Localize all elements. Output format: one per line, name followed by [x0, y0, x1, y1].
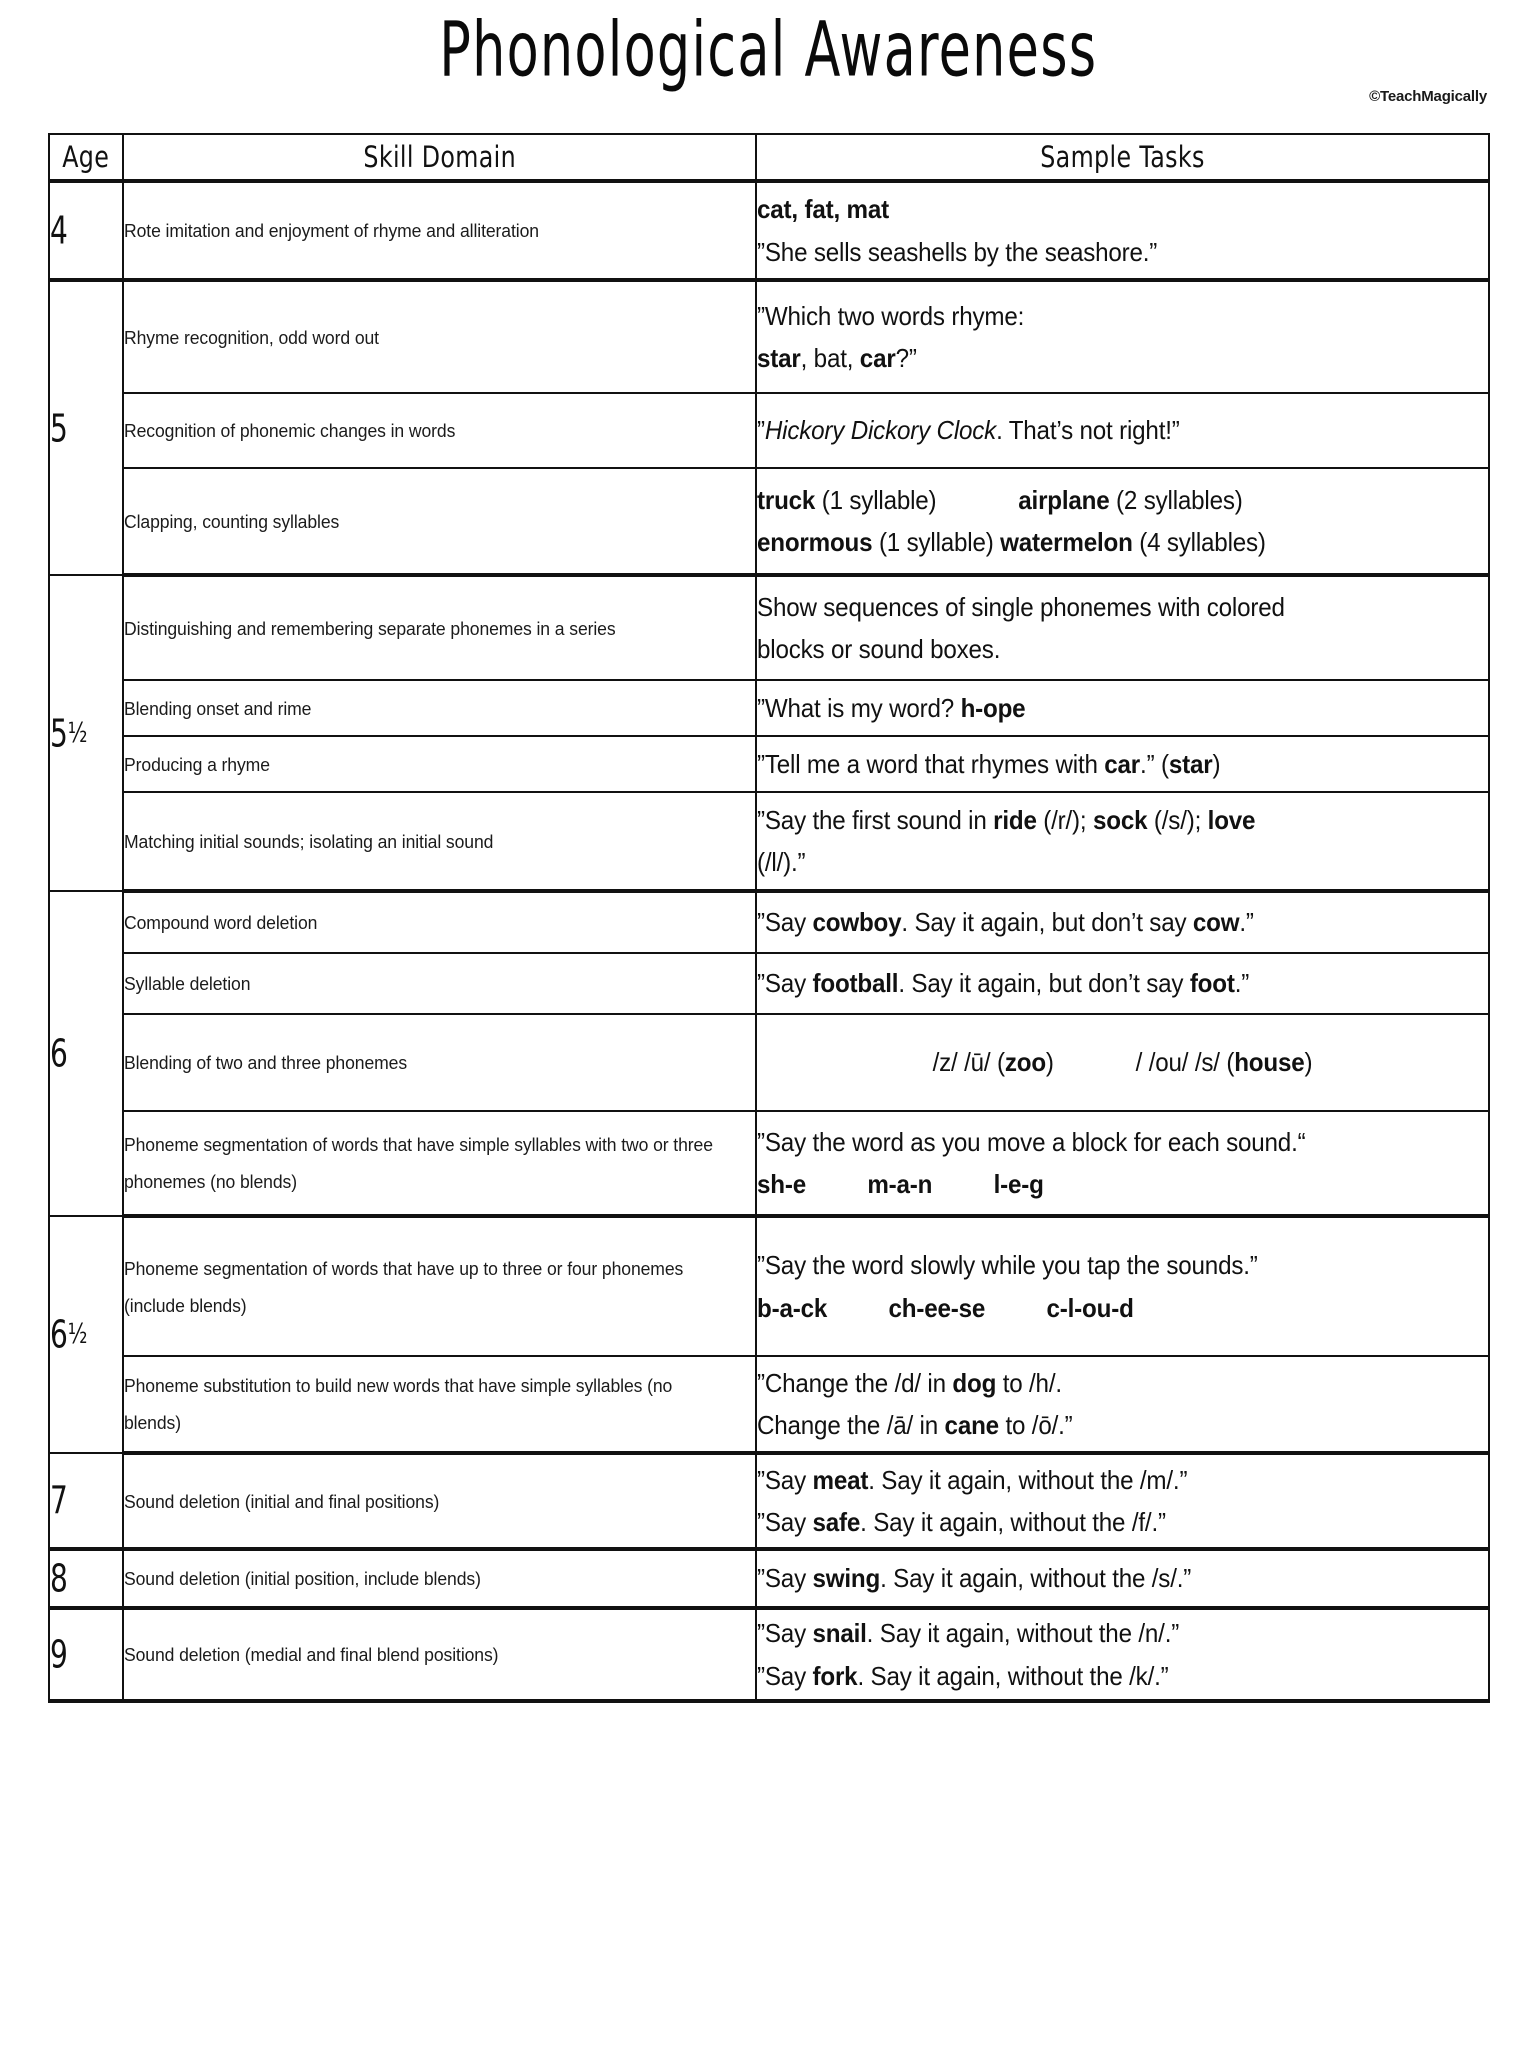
task-keyword: l-e-g	[993, 1169, 1044, 1199]
task-keyword: cowboy	[812, 907, 902, 938]
column-header-age: Age	[49, 134, 123, 181]
age-value: 5	[50, 405, 68, 451]
task-text: .” (	[1140, 748, 1169, 779]
table-row	[49, 280, 1489, 393]
skill-domain-text: Rhyme recognition, odd word out	[124, 326, 379, 348]
age-value: 8	[50, 1556, 68, 1601]
sample-task-line	[757, 962, 1437, 1004]
task-text: Show sequences of single phonemes with colored	[757, 591, 1285, 622]
sample-task-cell	[756, 953, 1489, 1014]
task-text: (/l/).”	[757, 847, 806, 877]
skill-domain-text: Sound deletion (initial and final positions)	[124, 1490, 440, 1512]
sample-task-line	[757, 1557, 1437, 1599]
title-container	[0, 7, 1536, 95]
sample-task-cell	[756, 280, 1489, 393]
task-text: ”What is my word?	[757, 692, 961, 723]
skill-domain-text: Compound word deletion	[124, 912, 318, 933]
skill-domain-cell	[123, 181, 756, 280]
table-row	[49, 181, 1489, 280]
task-text: (4 syllables)	[1132, 527, 1266, 557]
age-value: 7	[50, 1478, 68, 1523]
table-row	[49, 1608, 1489, 1701]
task-keyword: swing	[812, 1563, 881, 1594]
sample-task-line	[783, 1041, 1463, 1083]
skill-domain-text: Blending of two and three phonemes	[124, 1052, 408, 1073]
task-text: . That’s not right!”	[996, 415, 1180, 446]
sample-task-cell	[756, 1111, 1489, 1216]
task-keyword: love	[1207, 804, 1256, 835]
task-text: )	[1045, 1047, 1054, 1078]
sample-task-cell	[756, 736, 1489, 792]
sample-task-line	[757, 479, 1437, 521]
age-cell	[49, 891, 123, 1216]
skill-domain-cell	[123, 1014, 756, 1111]
sample-task-cell	[756, 891, 1489, 953]
skill-domain-text: Recognition of phonemic changes in words	[124, 420, 456, 441]
sample-task-line	[757, 1655, 1437, 1697]
task-text: (/s/);	[1147, 804, 1208, 835]
skill-domain-text: Phoneme segmentation of words that have up to three or four phonemes (include blends)	[124, 1257, 684, 1316]
task-text: ”Say	[757, 968, 813, 999]
task-keyword: house	[1234, 1047, 1305, 1078]
task-keyword: car	[859, 343, 896, 373]
task-text: / /ou/ /s/ (	[1135, 1047, 1235, 1078]
task-text: ?”	[895, 343, 917, 373]
age-cell	[49, 280, 123, 575]
task-text: (1 syllable)	[872, 527, 1001, 557]
task-text: . Say it again, without the /m/.”	[868, 1464, 1188, 1495]
task-keyword: cat, fat, mat	[757, 194, 889, 225]
sample-task-cell	[756, 1014, 1489, 1111]
table-row	[49, 575, 1489, 680]
task-keyword: fork	[812, 1660, 858, 1691]
task-text: ”Say the word slowly while you tap the sounds.”	[757, 1250, 1258, 1281]
skill-domain-cell	[123, 680, 756, 736]
age-value: 9	[50, 1632, 68, 1677]
sample-task-line	[757, 231, 1437, 273]
task-keyword: truck	[757, 484, 816, 515]
task-text: . Say it again, without the /k/.”	[857, 1660, 1169, 1691]
sample-task-line	[757, 188, 1437, 230]
task-keyword: h-ope	[960, 692, 1026, 723]
sample-task-line	[757, 1612, 1437, 1654]
skill-domain-text: Distinguishing and remembering separate phonemes in a series	[124, 617, 616, 639]
skill-domain-text: Rote imitation and enjoyment of rhyme and alliteration	[124, 220, 539, 241]
task-text: .”	[1234, 968, 1250, 999]
sample-task-line	[757, 409, 1437, 451]
table-row	[49, 1356, 1489, 1453]
sample-task-line	[757, 743, 1437, 785]
sample-task-cell	[756, 1216, 1489, 1356]
sample-task-line	[757, 841, 1437, 883]
task-text: .”	[1239, 907, 1254, 938]
task-keyword: watermelon	[1000, 527, 1133, 557]
sample-task-line	[757, 799, 1437, 841]
skill-domain-cell	[123, 792, 756, 891]
sample-task-line	[757, 1244, 1437, 1286]
sample-task-cell	[756, 792, 1489, 891]
task-text: ”Say the word as you move a block for each sound.“	[757, 1126, 1306, 1157]
task-text: /z/ /ū/ (	[932, 1047, 1005, 1078]
sample-task-line	[757, 295, 1437, 337]
skill-domain-cell	[123, 891, 756, 953]
sample-task-line	[757, 1459, 1437, 1501]
table-row	[49, 1111, 1489, 1216]
sample-task-cell	[756, 680, 1489, 736]
task-text: (1 syllable)	[815, 484, 937, 515]
task-keyword: m-a-n	[867, 1169, 933, 1199]
task-keyword: zoo	[1004, 1047, 1046, 1078]
task-text: ”Say	[757, 1563, 813, 1594]
sample-task-line	[757, 1121, 1437, 1163]
skill-domain-text: Phoneme segmentation of words that have simple syllables with two or three phonemes (no blends)	[124, 1134, 713, 1192]
table-row	[49, 1014, 1489, 1111]
age-fraction: ½	[67, 716, 88, 749]
task-text: (/r/);	[1036, 804, 1093, 835]
task-keyword: sh-e	[757, 1169, 806, 1199]
age-cell	[49, 1608, 123, 1701]
table-row	[49, 953, 1489, 1014]
age-value: 5½	[50, 710, 88, 756]
task-keyword: football	[812, 968, 899, 999]
sample-task-line	[757, 628, 1437, 670]
table-row	[49, 1216, 1489, 1356]
sample-task-line	[757, 1287, 1437, 1329]
table-row	[49, 680, 1489, 736]
sample-task-cell	[756, 393, 1489, 468]
task-text: , bat,	[800, 343, 860, 373]
column-header-sample-tasks: Sample Tasks	[756, 134, 1489, 181]
task-keyword: c-l-ou-d	[1046, 1292, 1134, 1323]
phonological-awareness-table	[48, 133, 1490, 1703]
task-keyword: cow	[1192, 907, 1240, 938]
sample-task-line	[757, 521, 1437, 563]
task-text: ”Say	[757, 1464, 813, 1495]
skill-domain-cell	[123, 1216, 756, 1356]
task-keyword: car	[1104, 748, 1141, 779]
task-text: . Say it again, without the /s/.”	[880, 1563, 1192, 1594]
age-value: 6½	[50, 1312, 88, 1357]
task-text: ”Tell me a word that rhymes with	[757, 748, 1105, 779]
task-keyword: cane	[944, 1410, 999, 1440]
task-text: Change the /ā/ in	[757, 1410, 945, 1440]
skill-domain-cell	[123, 575, 756, 680]
task-text: )	[1304, 1047, 1313, 1078]
sample-task-cell	[756, 575, 1489, 680]
skill-domain-cell	[123, 1111, 756, 1216]
task-keyword: ride	[993, 804, 1037, 835]
task-text: ”	[757, 415, 765, 446]
task-text: . Say it again, but don’t say	[901, 907, 1193, 938]
skill-domain-text: Syllable deletion	[124, 973, 251, 994]
sample-task-cell	[756, 181, 1489, 280]
task-text: to /h/.	[996, 1367, 1062, 1398]
sample-task-line	[757, 1163, 1437, 1205]
skill-domain-cell	[123, 280, 756, 393]
sample-task-cell	[756, 1608, 1489, 1701]
task-text: (2 syllables)	[1109, 484, 1243, 515]
skill-domain-text: Blending onset and rime	[124, 697, 312, 719]
task-text: ”Say	[757, 1618, 813, 1649]
column-header-skill-domain: Skill Domain	[123, 134, 756, 181]
sample-task-cell	[756, 1356, 1489, 1453]
skill-domain-cell	[123, 1608, 756, 1701]
task-text: . Say it again, but don’t say	[898, 968, 1190, 999]
skill-domain-cell	[123, 953, 756, 1014]
task-keyword: enormous	[757, 527, 873, 557]
table-row	[49, 891, 1489, 953]
skill-domain-cell	[123, 736, 756, 792]
task-text: Hickory Dickory Clock	[764, 415, 997, 446]
task-text: blocks or sound boxes.	[757, 634, 1001, 664]
age-cell	[49, 1453, 123, 1549]
task-text: ”Say the first sound in	[757, 804, 994, 835]
task-keyword: airplane	[1018, 484, 1110, 515]
task-keyword: foot	[1189, 968, 1235, 999]
age-cell	[49, 181, 123, 280]
task-text: ”She sells seashells by the seashore.”	[757, 236, 1158, 267]
age-cell	[49, 1216, 123, 1453]
sample-task-cell	[756, 1453, 1489, 1549]
age-cell	[49, 1549, 123, 1608]
sample-task-line	[757, 1404, 1437, 1446]
skill-domain-text: Clapping, counting syllables	[124, 510, 340, 532]
task-text: ”Say	[757, 907, 813, 938]
task-text: . Say it again, without the /f/.”	[860, 1507, 1166, 1537]
skill-domain-text: Matching initial sounds; isolating an initial sound	[124, 830, 494, 852]
task-text: ”Say	[757, 1507, 813, 1537]
task-keyword: sock	[1092, 804, 1148, 835]
task-keyword: ch-ee-se	[888, 1292, 986, 1323]
age-value: 6	[50, 1031, 68, 1076]
task-text: ”Say	[757, 1660, 813, 1691]
task-text: ”Change the /d/ in	[757, 1367, 953, 1398]
task-keyword: b-a-ck	[757, 1292, 828, 1323]
table-header-row	[49, 134, 1489, 181]
sample-task-line	[757, 1362, 1437, 1404]
skill-domain-cell	[123, 393, 756, 468]
table-row	[49, 393, 1489, 468]
task-text: to /ō/.”	[998, 1410, 1073, 1440]
skill-domain-text: Sound deletion (medial and final blend positions)	[124, 1644, 499, 1665]
sample-task-line	[757, 1501, 1437, 1543]
copyright-notice: ©TeachMagically	[1369, 88, 1487, 105]
task-text: )	[1212, 748, 1221, 779]
table-row	[49, 1549, 1489, 1608]
skill-domain-text: Phoneme substitution to build new words that have simple syllables (no blends)	[124, 1375, 673, 1433]
skill-domain-cell	[123, 1549, 756, 1608]
skill-domain-cell	[123, 468, 756, 575]
page-title: Phonological Awareness	[438, 7, 1098, 95]
age-value: 4	[50, 208, 68, 253]
sample-task-cell	[756, 1549, 1489, 1608]
age-cell	[49, 575, 123, 891]
task-keyword: snail	[812, 1618, 867, 1649]
skill-domain-text: Sound deletion (initial position, include blends)	[124, 1568, 481, 1589]
age-fraction: ½	[67, 1317, 88, 1350]
task-keyword: meat	[812, 1464, 869, 1495]
task-keyword: star	[1168, 748, 1213, 779]
table-row	[49, 736, 1489, 792]
sample-task-line	[757, 901, 1437, 943]
skill-domain-cell	[123, 1453, 756, 1549]
task-keyword: star	[757, 343, 801, 373]
task-keyword: safe	[812, 1507, 861, 1537]
sample-task-cell	[756, 468, 1489, 575]
task-text: ”Which two words rhyme:	[757, 300, 1025, 331]
sample-task-line	[757, 337, 1437, 379]
skill-domain-cell	[123, 1356, 756, 1453]
table-row	[49, 468, 1489, 575]
sample-task-line	[757, 687, 1437, 729]
sample-task-line	[757, 586, 1437, 628]
table-body	[49, 181, 1489, 1701]
task-text: . Say it again, without the /n/.”	[866, 1618, 1180, 1649]
table-row	[49, 792, 1489, 891]
table-row	[49, 1453, 1489, 1549]
task-keyword: dog	[952, 1367, 997, 1398]
skill-domain-text: Producing a rhyme	[124, 753, 270, 775]
